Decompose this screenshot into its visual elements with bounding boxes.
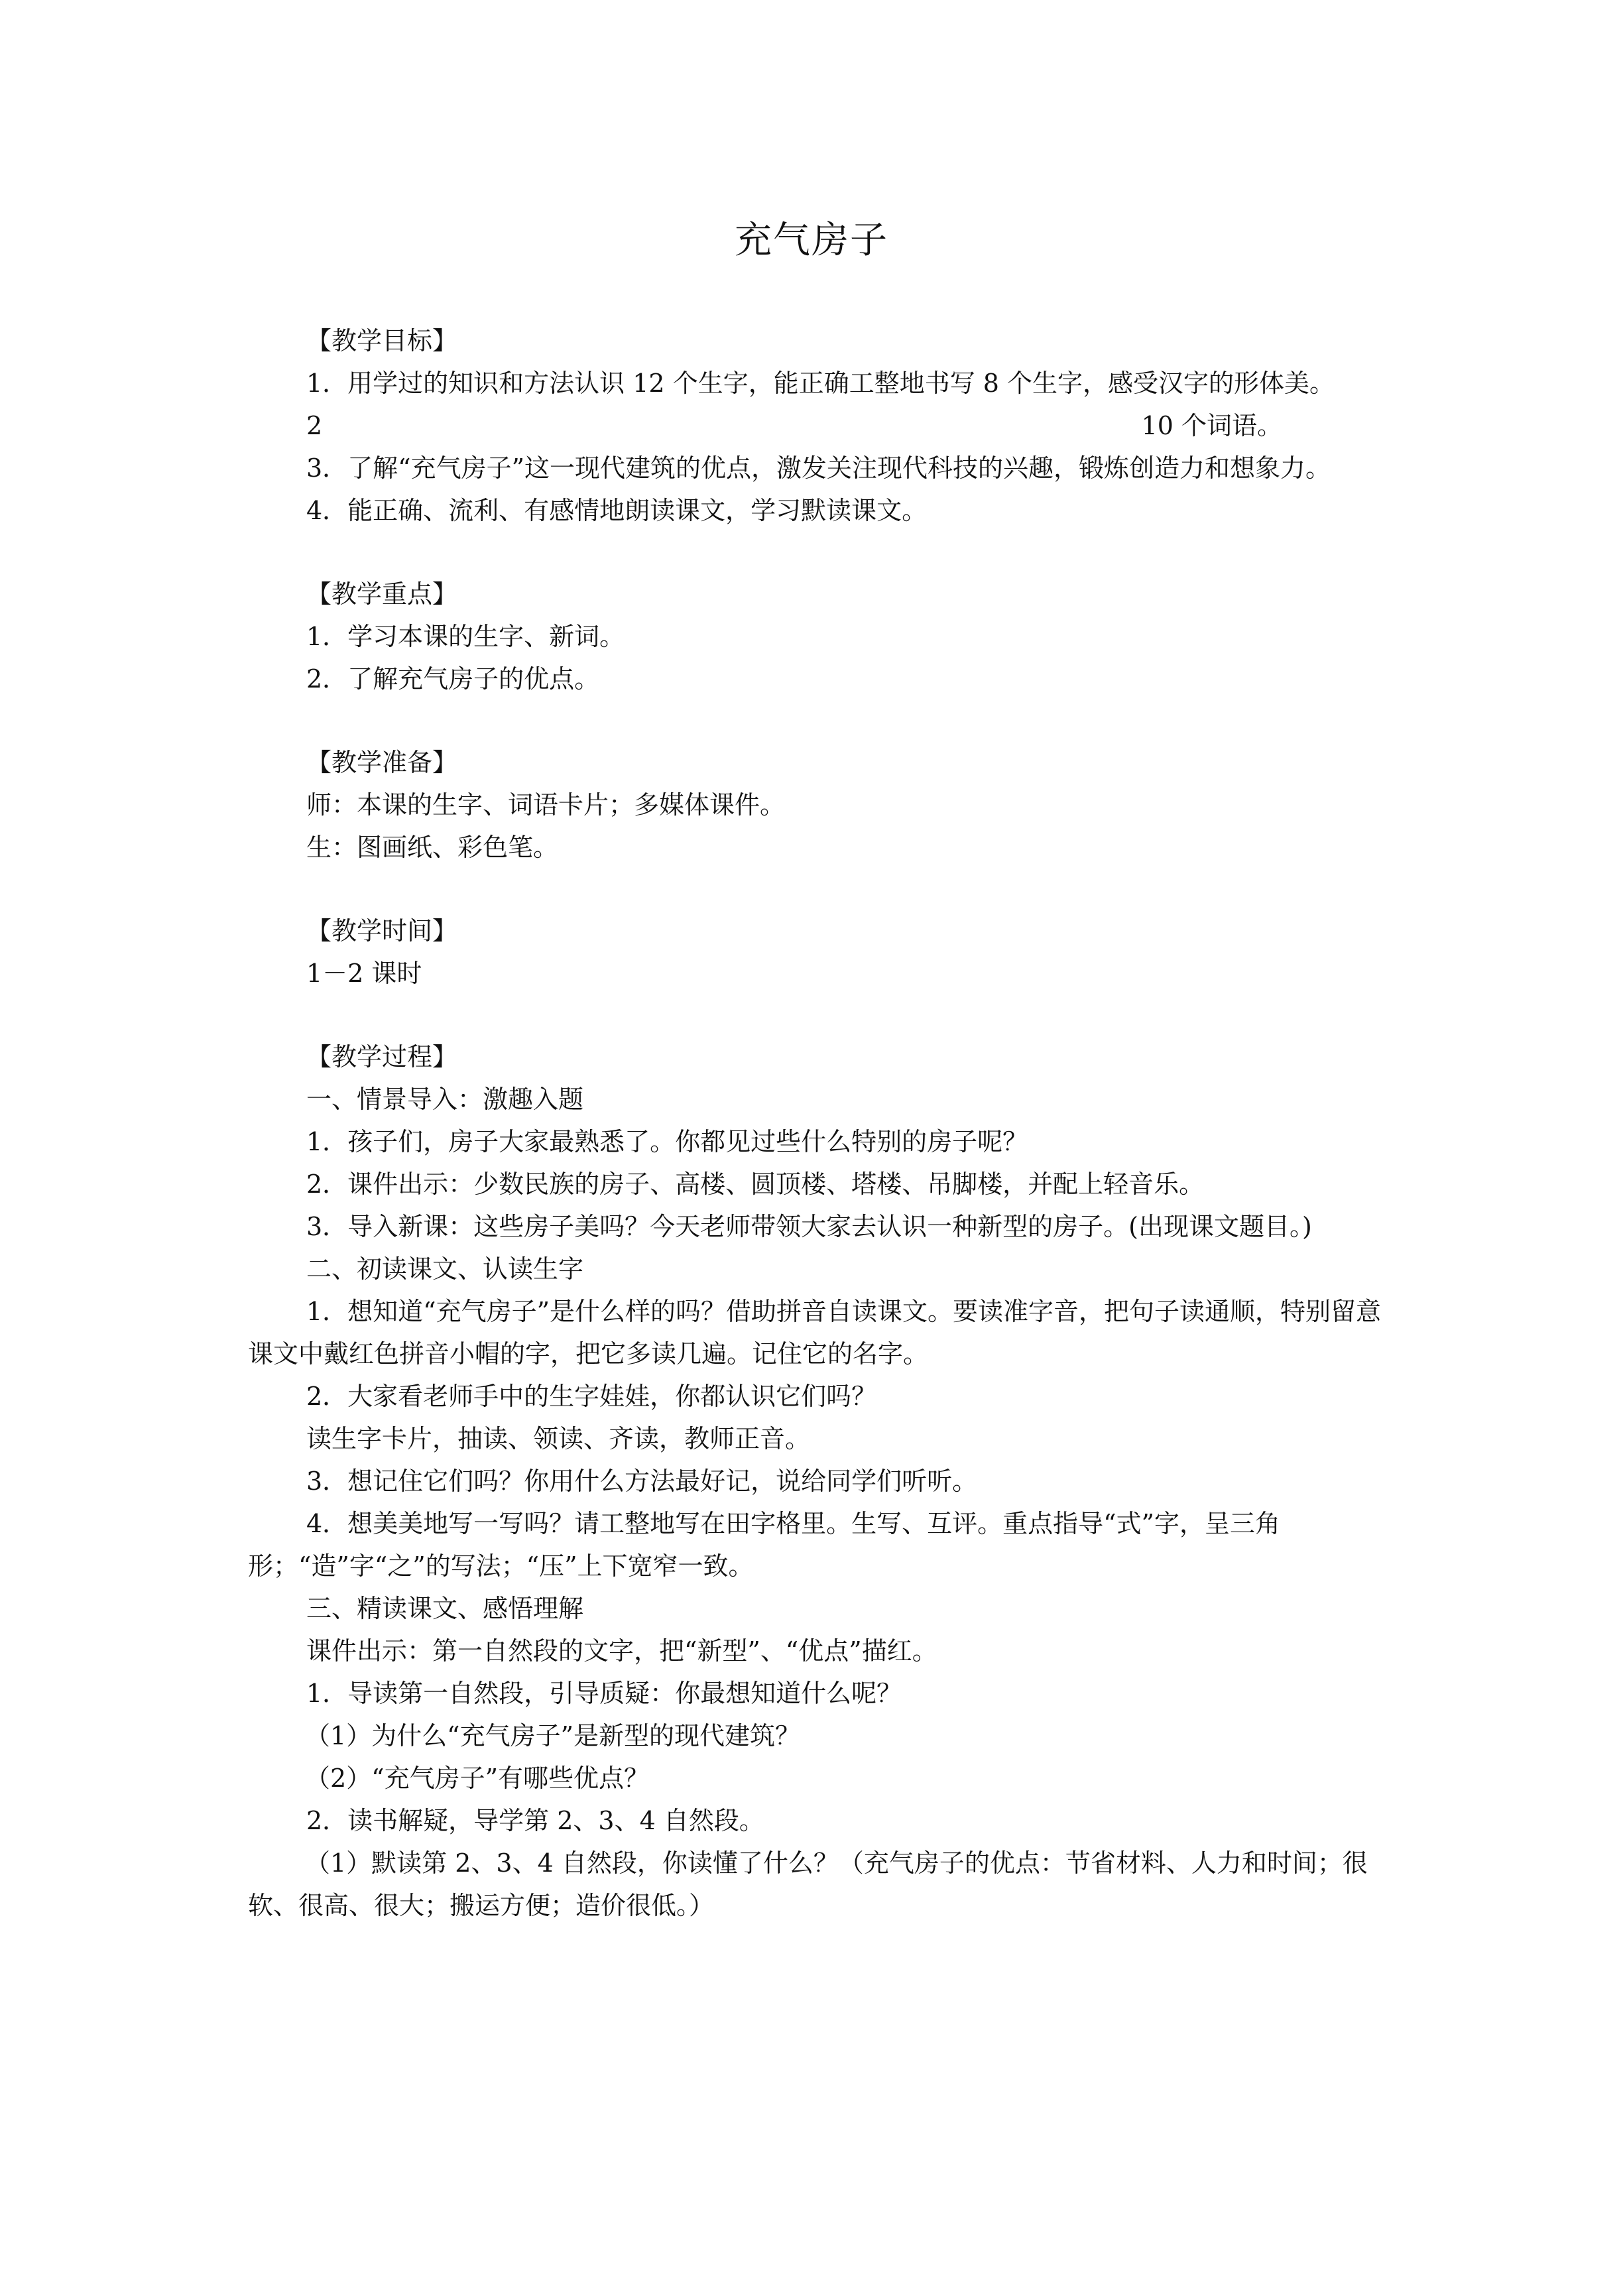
document-body <box>248 320 1388 1927</box>
process-line: 三、精读课文、感悟理解 <box>306 1594 584 1623</box>
process-line: 3．想记住它们吗？你用什么方法最好记，说给同学们听听。 <box>306 1467 978 1496</box>
key-point-item-2: 2．了解充气房子的优点。 <box>306 664 600 694</box>
process-line: 一、情景导入：激趣入题 <box>306 1085 584 1114</box>
process-line: 1．孩子们，房子大家最熟悉了。你都见过些什么特别的房子呢？ <box>306 1127 1028 1156</box>
goal-item-3: 3．了解“充气房子”这一现代建筑的优点，激发关注现代科技的兴趣，锻炼创造力和想象力。 <box>306 453 1331 483</box>
goal-item-2-number: 2 <box>306 411 323 440</box>
process-line: 1．导读第一自然段，引导质疑：你最想知道什么呢？ <box>306 1679 902 1708</box>
process-line: 课件出示：第一自然段的文字，把“新型”、“优点”描红。 <box>306 1636 937 1665</box>
process-line: 2．课件出示：少数民族的房子、高楼、圆顶楼、塔楼、吊脚楼，并配上轻音乐。 <box>306 1170 1205 1199</box>
process-line: 读生字卡片，抽读、领读、齐读，教师正音。 <box>306 1424 811 1453</box>
key-point-item-1: 1．学习本课的生字、新词。 <box>306 622 625 651</box>
goal-item-1: 1．用学过的知识和方法认识 12 个生字，能正确工整地书写 8 个生字，感受汉字的形体美。 <box>306 369 1335 398</box>
process-line: 2．大家看老师手中的生字娃娃，你都认识它们吗？ <box>306 1382 877 1411</box>
goal-item-2-tail: 10 个词语。 <box>1141 411 1282 440</box>
process-line: （1）默读第 2、3、4 自然段，你读懂了什么？（充气房子的优点：节省材料、人力和时间；很软、很高、很大；搬运方便；造价很低。） <box>248 1848 1368 1920</box>
section-heading-goals: 【教学目标】 <box>306 326 458 355</box>
section-heading-process: 【教学过程】 <box>306 1042 458 1071</box>
goal-item-2 <box>248 404 1388 447</box>
process-line: 4．想美美地写一写吗？请工整地写在田字格里。生写、互评。重点指导“式”字，呈三角形；“造”字“之”的写法；“压”上下宽窄一致。 <box>248 1509 1281 1581</box>
section-heading-preparation: 【教学准备】 <box>306 748 458 777</box>
preparation-student: 生：图画纸、彩色笔。 <box>306 833 559 862</box>
time-value: 1－2 课时 <box>306 959 422 988</box>
section-heading-key-points: 【教学重点】 <box>306 579 458 609</box>
section-gap <box>248 869 1388 910</box>
process-line: 二、初读课文、认读生字 <box>306 1254 584 1284</box>
page-title: 充气房子 <box>735 219 888 262</box>
goal-item-4: 4．能正确、流利、有感情地朗读课文，学习默读课文。 <box>306 496 928 525</box>
section-heading-time: 【教学时间】 <box>306 916 458 945</box>
process-line: （1）为什么“充气房子”是新型的现代建筑？ <box>305 1721 801 1750</box>
section-gap <box>248 532 1388 573</box>
section-gap <box>248 700 1388 741</box>
process-line: （2）“充气房子”有哪些优点？ <box>305 1764 650 1793</box>
preparation-teacher: 师：本课的生字、词语卡片；多媒体课件。 <box>306 790 786 819</box>
process-line: 2．读书解疑，导学第 2、3、4 自然段。 <box>306 1806 764 1835</box>
section-gap <box>248 995 1388 1036</box>
process-line: 3．导入新课：这些房子美吗？今天老师带领大家去认识一种新型的房子。(出现课文题目。) <box>306 1212 1312 1241</box>
process-line: 1．想知道“充气房子”是什么样的吗？借助拼音自读课文。要读准字音，把句子读通顺，特别留意课文中戴红色拼音小帽的字，把它多读几遍。记住它的名字。 <box>248 1297 1382 1368</box>
